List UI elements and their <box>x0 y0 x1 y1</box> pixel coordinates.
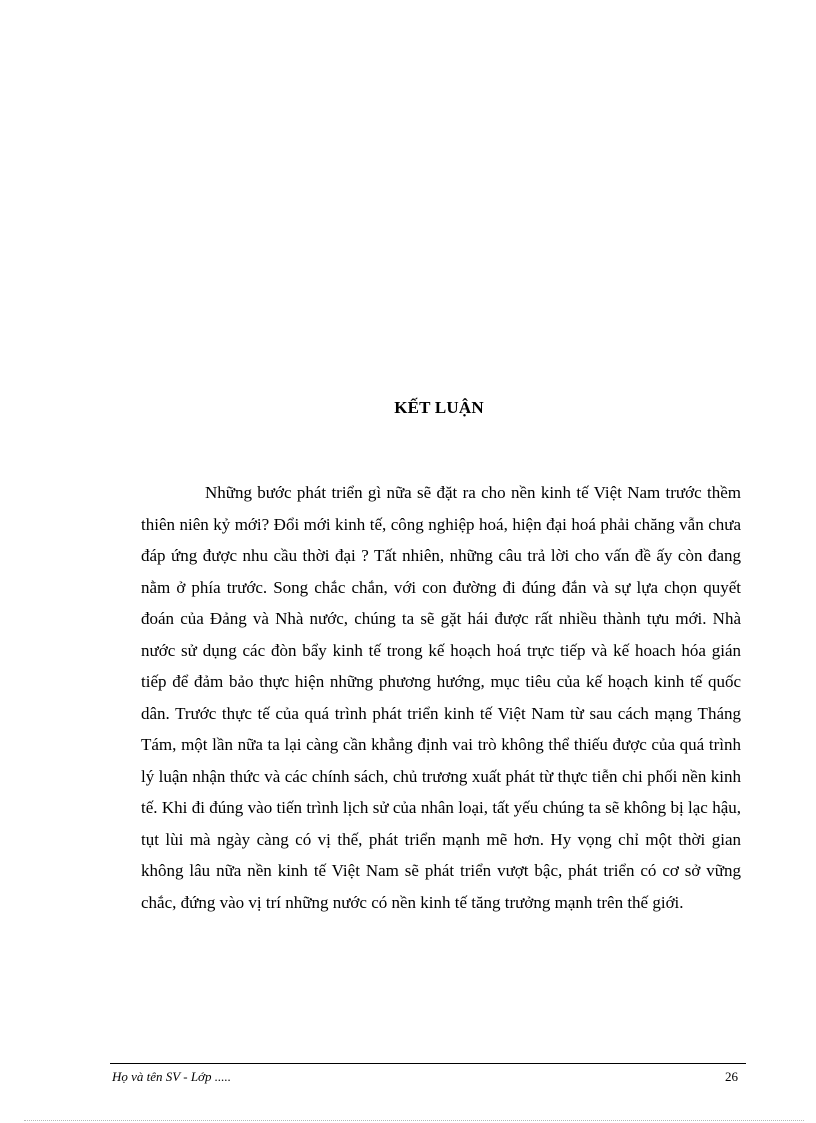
footer-student-info: Họ và tên SV - Lớp ..... <box>112 1069 231 1084</box>
conclusion-paragraph: Những bước phát triển gì nữa sẽ đặt ra cho nền kinh tế Việt Nam trước thềm thiên niên kỷ mới? Đổi mới kinh tế, công nghiệp hoá, hiện đại hoá phải chăng vẫn chưa đáp ứng được nhu cầu thời đại ? Tất nhiên, những câu trả lời cho vấn đề ấy còn đang nằm ở phía trước. Song chắc chắn, với con đường đi đúng đắn và sự lựa chọn quyết đoán của Đảng và Nhà nước, chúng ta sẽ gặt hái được rất nhiều thành tựu mới. Nhà nước sử dụng các đòn bẩy kinh tế trong kế hoạch hoá trực tiếp và kế hoach hóa gián tiếp để đảm bảo thực hiện những phương hướng, mục tiêu của kế hoạch kinh tế quốc dân. Trước thực tế của quá trình phát triển kinh tế Việt Nam từ sau cách mạng Tháng Tám, một lần nữa ta lại càng cần khẳng định vai trò không thể thiếu được của quá trình lý luận nhận thức và các chính sách, chủ trương xuất phát từ thực tiễn chi phối nền kinh tế. Khi đi đúng vào tiến trình lịch sử của nhân loại, tất yếu chúng ta sẽ không bị lạc hậu, tụt lùi mà ngày càng có vị thế, phát triển mạnh mẽ hơn. Hy vọng chỉ một thời gian không lâu nữa nền kinh tế Việt Nam sẽ phát triển vượt bậc, phát triển có cơ sở vững chắc, đứng vào vị trí những nước có nền kinh tế tăng trưởng mạnh trên thế giới. <box>141 483 741 912</box>
page-number: 26 <box>725 1069 738 1084</box>
page-title: KẾT LUẬN <box>394 398 484 417</box>
page-bottom-edge <box>24 1120 804 1121</box>
footer-divider <box>110 1063 746 1064</box>
